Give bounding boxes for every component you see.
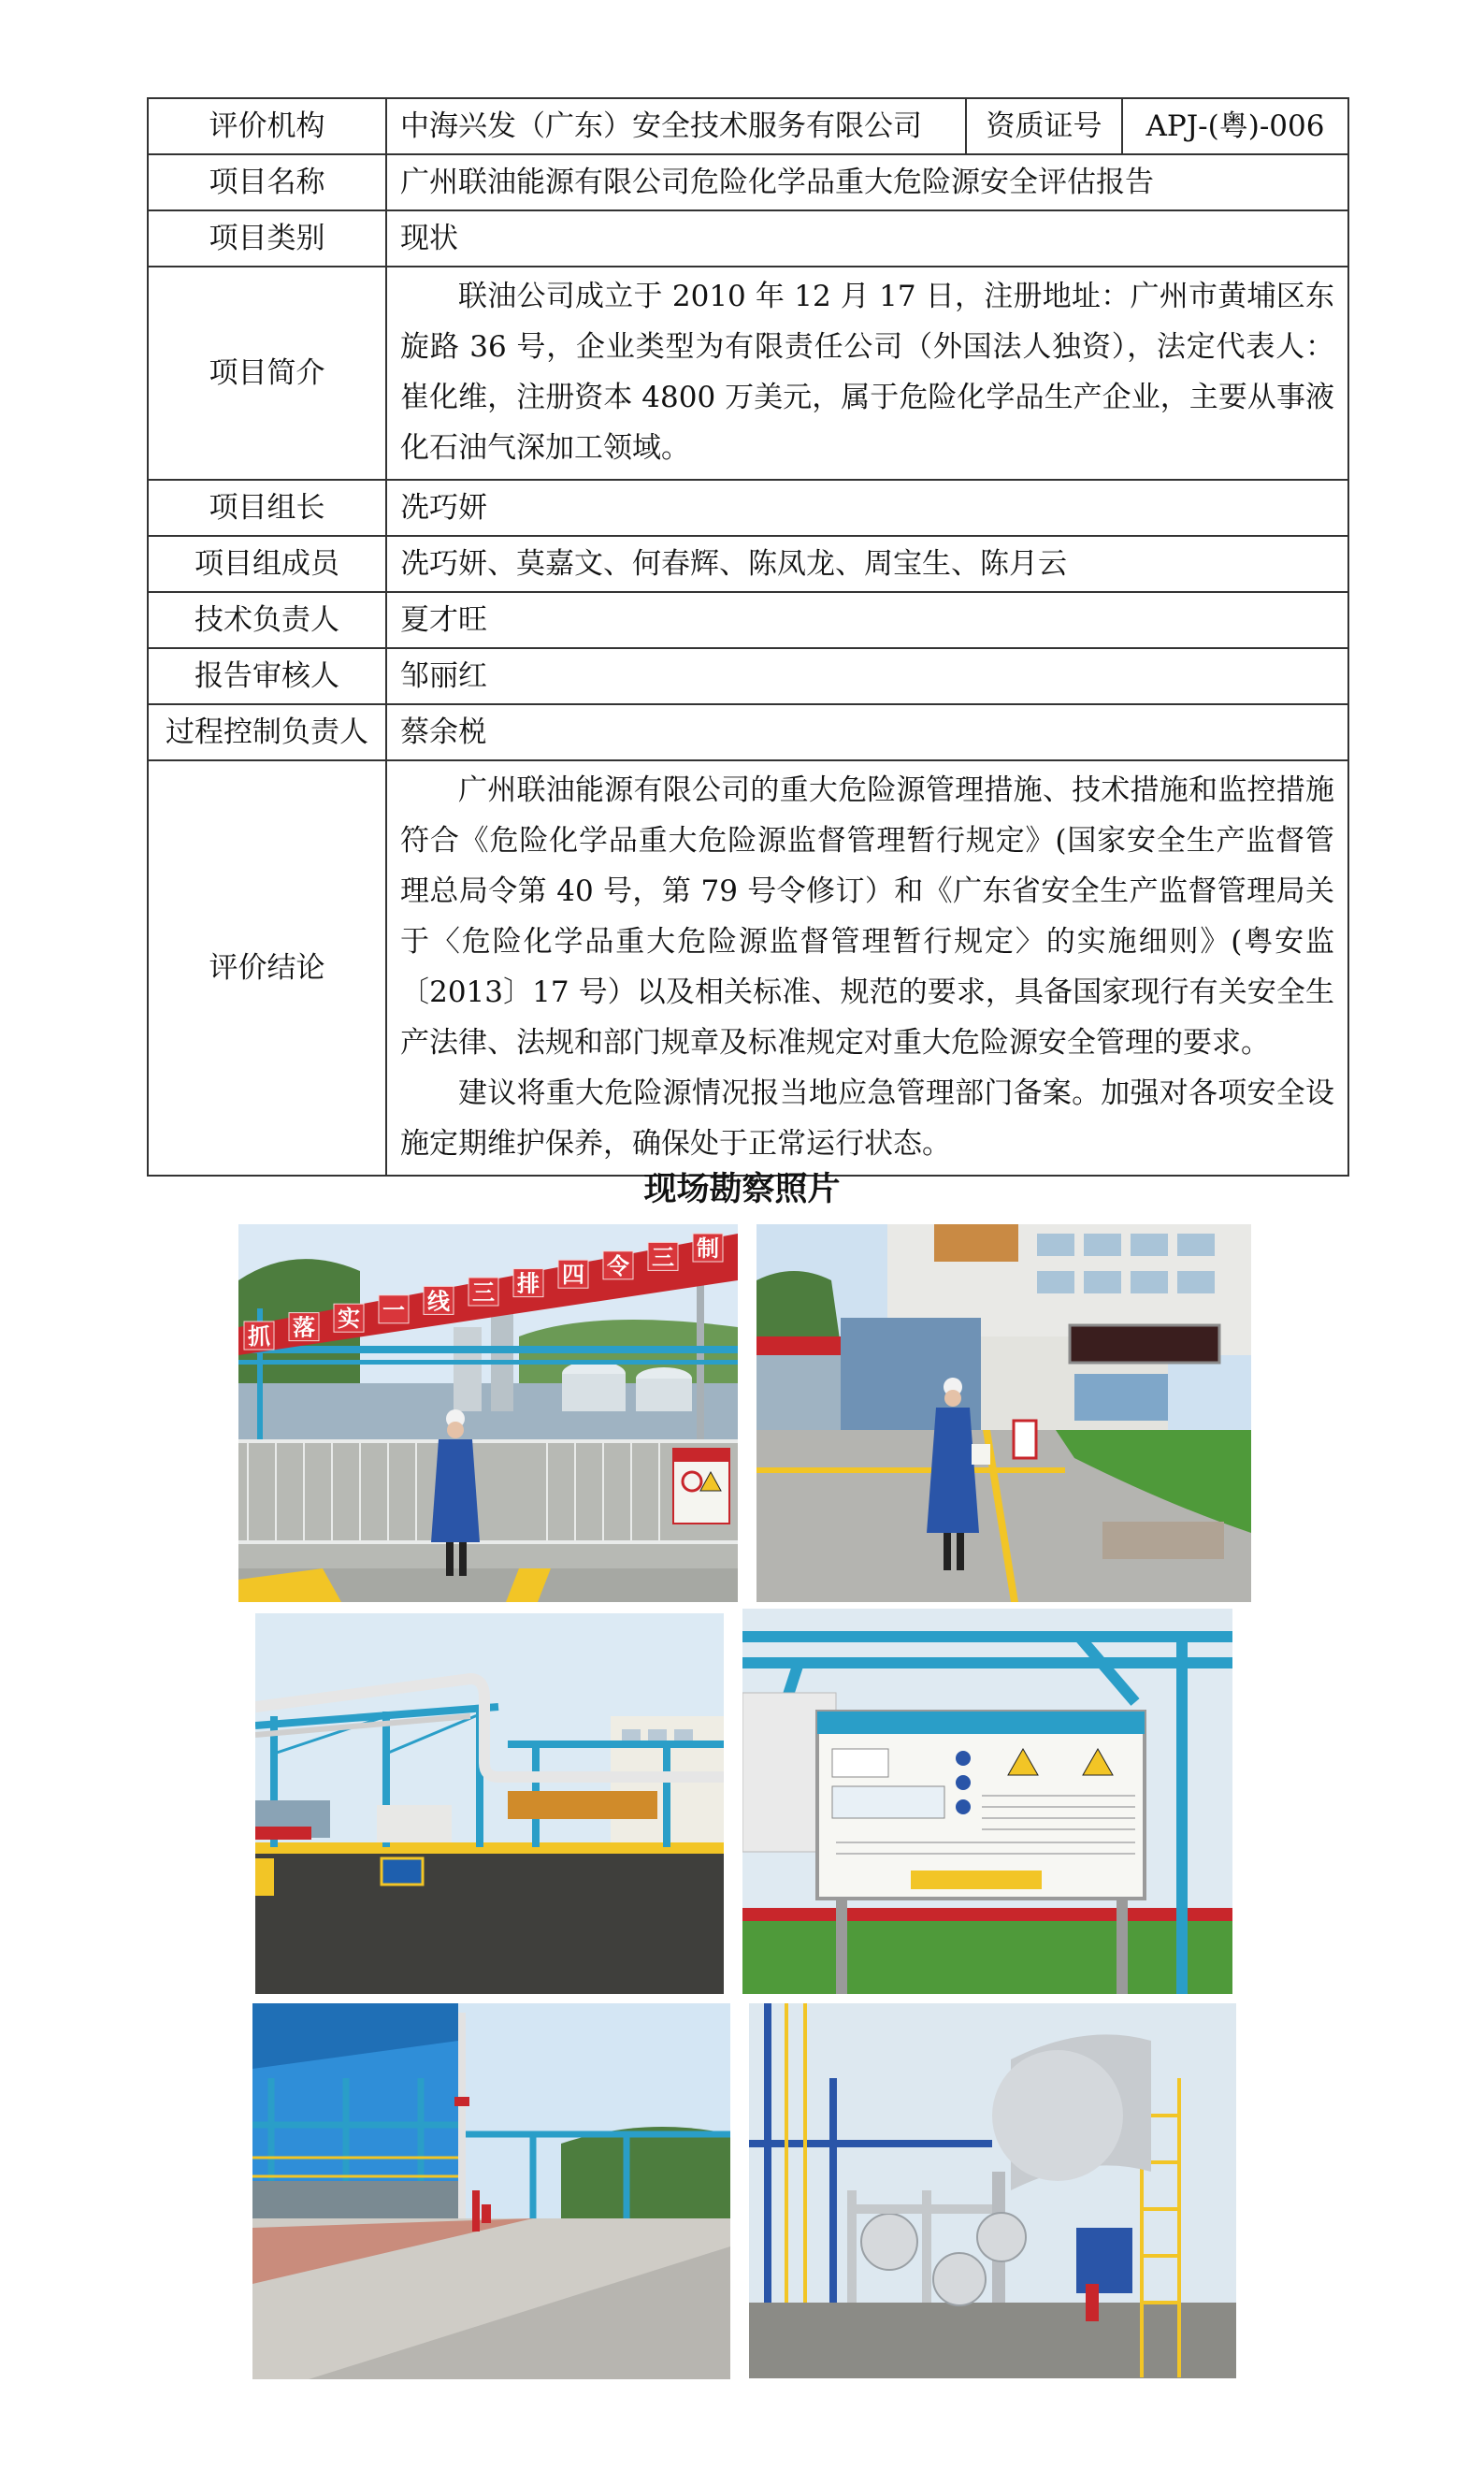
process-label: 过程控制负责人 (148, 704, 386, 760)
process-value: 蔡余棁 (386, 704, 1348, 760)
conclusion-paragraph-2: 建议将重大危险源情况报当地应急管理部门备案。加强对各项安全设施定期维护保养，确保处于正常运行状态。 (400, 1076, 1334, 1161)
review-value: 邹丽红 (386, 648, 1348, 704)
members-value: 冼巧妍、莫嘉文、何春辉、陈凤龙、周宝生、陈月云 (386, 536, 1348, 592)
name-value: 广州联油能源有限公司危险化学品重大危险源安全评估报告 (386, 154, 1348, 210)
banner-char: 实 (338, 1306, 360, 1333)
site-photo-process-equipment (749, 2003, 1236, 2378)
leader-label: 项目组长 (148, 480, 386, 536)
project-info-table (147, 97, 1349, 1177)
site-photo-gate-banner (238, 1224, 738, 1602)
site-photo-road (252, 2003, 730, 2379)
site-photo-pipe-rack (255, 1613, 724, 1994)
banner-char: 制 (697, 1235, 719, 1262)
type-value: 现状 (386, 210, 1348, 267)
banner-char: 抓 (248, 1323, 270, 1350)
tech-label: 技术负责人 (148, 592, 386, 648)
intro-label: 项目简介 (148, 267, 386, 480)
banner-char: 四 (562, 1262, 584, 1289)
banner-char: 令 (607, 1252, 629, 1279)
review-label: 报告审核人 (148, 648, 386, 704)
banner-char: 线 (427, 1288, 450, 1315)
type-label: 项目类别 (148, 210, 386, 267)
intro-value: 联油公司成立于 2010 年 12 月 17 日，注册地址：广州市黄埔区东旋路 36 号，企业类型为有限责任公司（外国法人独资），法定代表人：崔化维，注册资本 4800 万美元，属于危险化学品生产企业，主要从事液化石油气深加工领域。 (400, 280, 1334, 465)
tech-value: 夏才旺 (386, 592, 1348, 648)
org-value: 中海兴发（广东）安全技术服务有限公司 (386, 98, 966, 154)
intro-cell (386, 267, 1348, 480)
cert-value: APJ-(粤)-006 (1122, 98, 1348, 154)
conclusion-cell (386, 760, 1348, 1176)
site-photo-building (756, 1224, 1251, 1602)
conclusion-paragraph-1: 广州联油能源有限公司的重大危险源管理措施、技术措施和监控措施符合《危险化学品重大危险源监督管理暂行规定》(国家安全生产监督管理总局令第 40 号，第 79 号令修订）和《广东省安全生产监督管理局关于〈危险化学品重大危险源监督管理暂行规定〉的实施细则》(粤安监〔2013〕17 号）以及相关标准、规范的要求，具备国家现行有关安全生产法律、法规和部门规章及标准规定对重大危险源安全管理的要求。 (400, 773, 1334, 1060)
org-label: 评价机构 (148, 98, 386, 154)
photos-title: 现场勘察照片 (643, 1171, 841, 1208)
banner-char: 一 (382, 1296, 405, 1323)
cert-label: 资质证号 (966, 98, 1122, 154)
banner-char: 排 (517, 1270, 540, 1297)
banner-char: 三 (652, 1244, 674, 1271)
banner-char: 落 (293, 1314, 315, 1341)
conclusion-label: 评价结论 (148, 760, 386, 1176)
members-label: 项目组成员 (148, 536, 386, 592)
banner-char: 三 (472, 1279, 495, 1306)
site-photo-sign-board (742, 1609, 1232, 1994)
name-label: 项目名称 (148, 154, 386, 210)
leader-value: 冼巧妍 (386, 480, 1348, 536)
